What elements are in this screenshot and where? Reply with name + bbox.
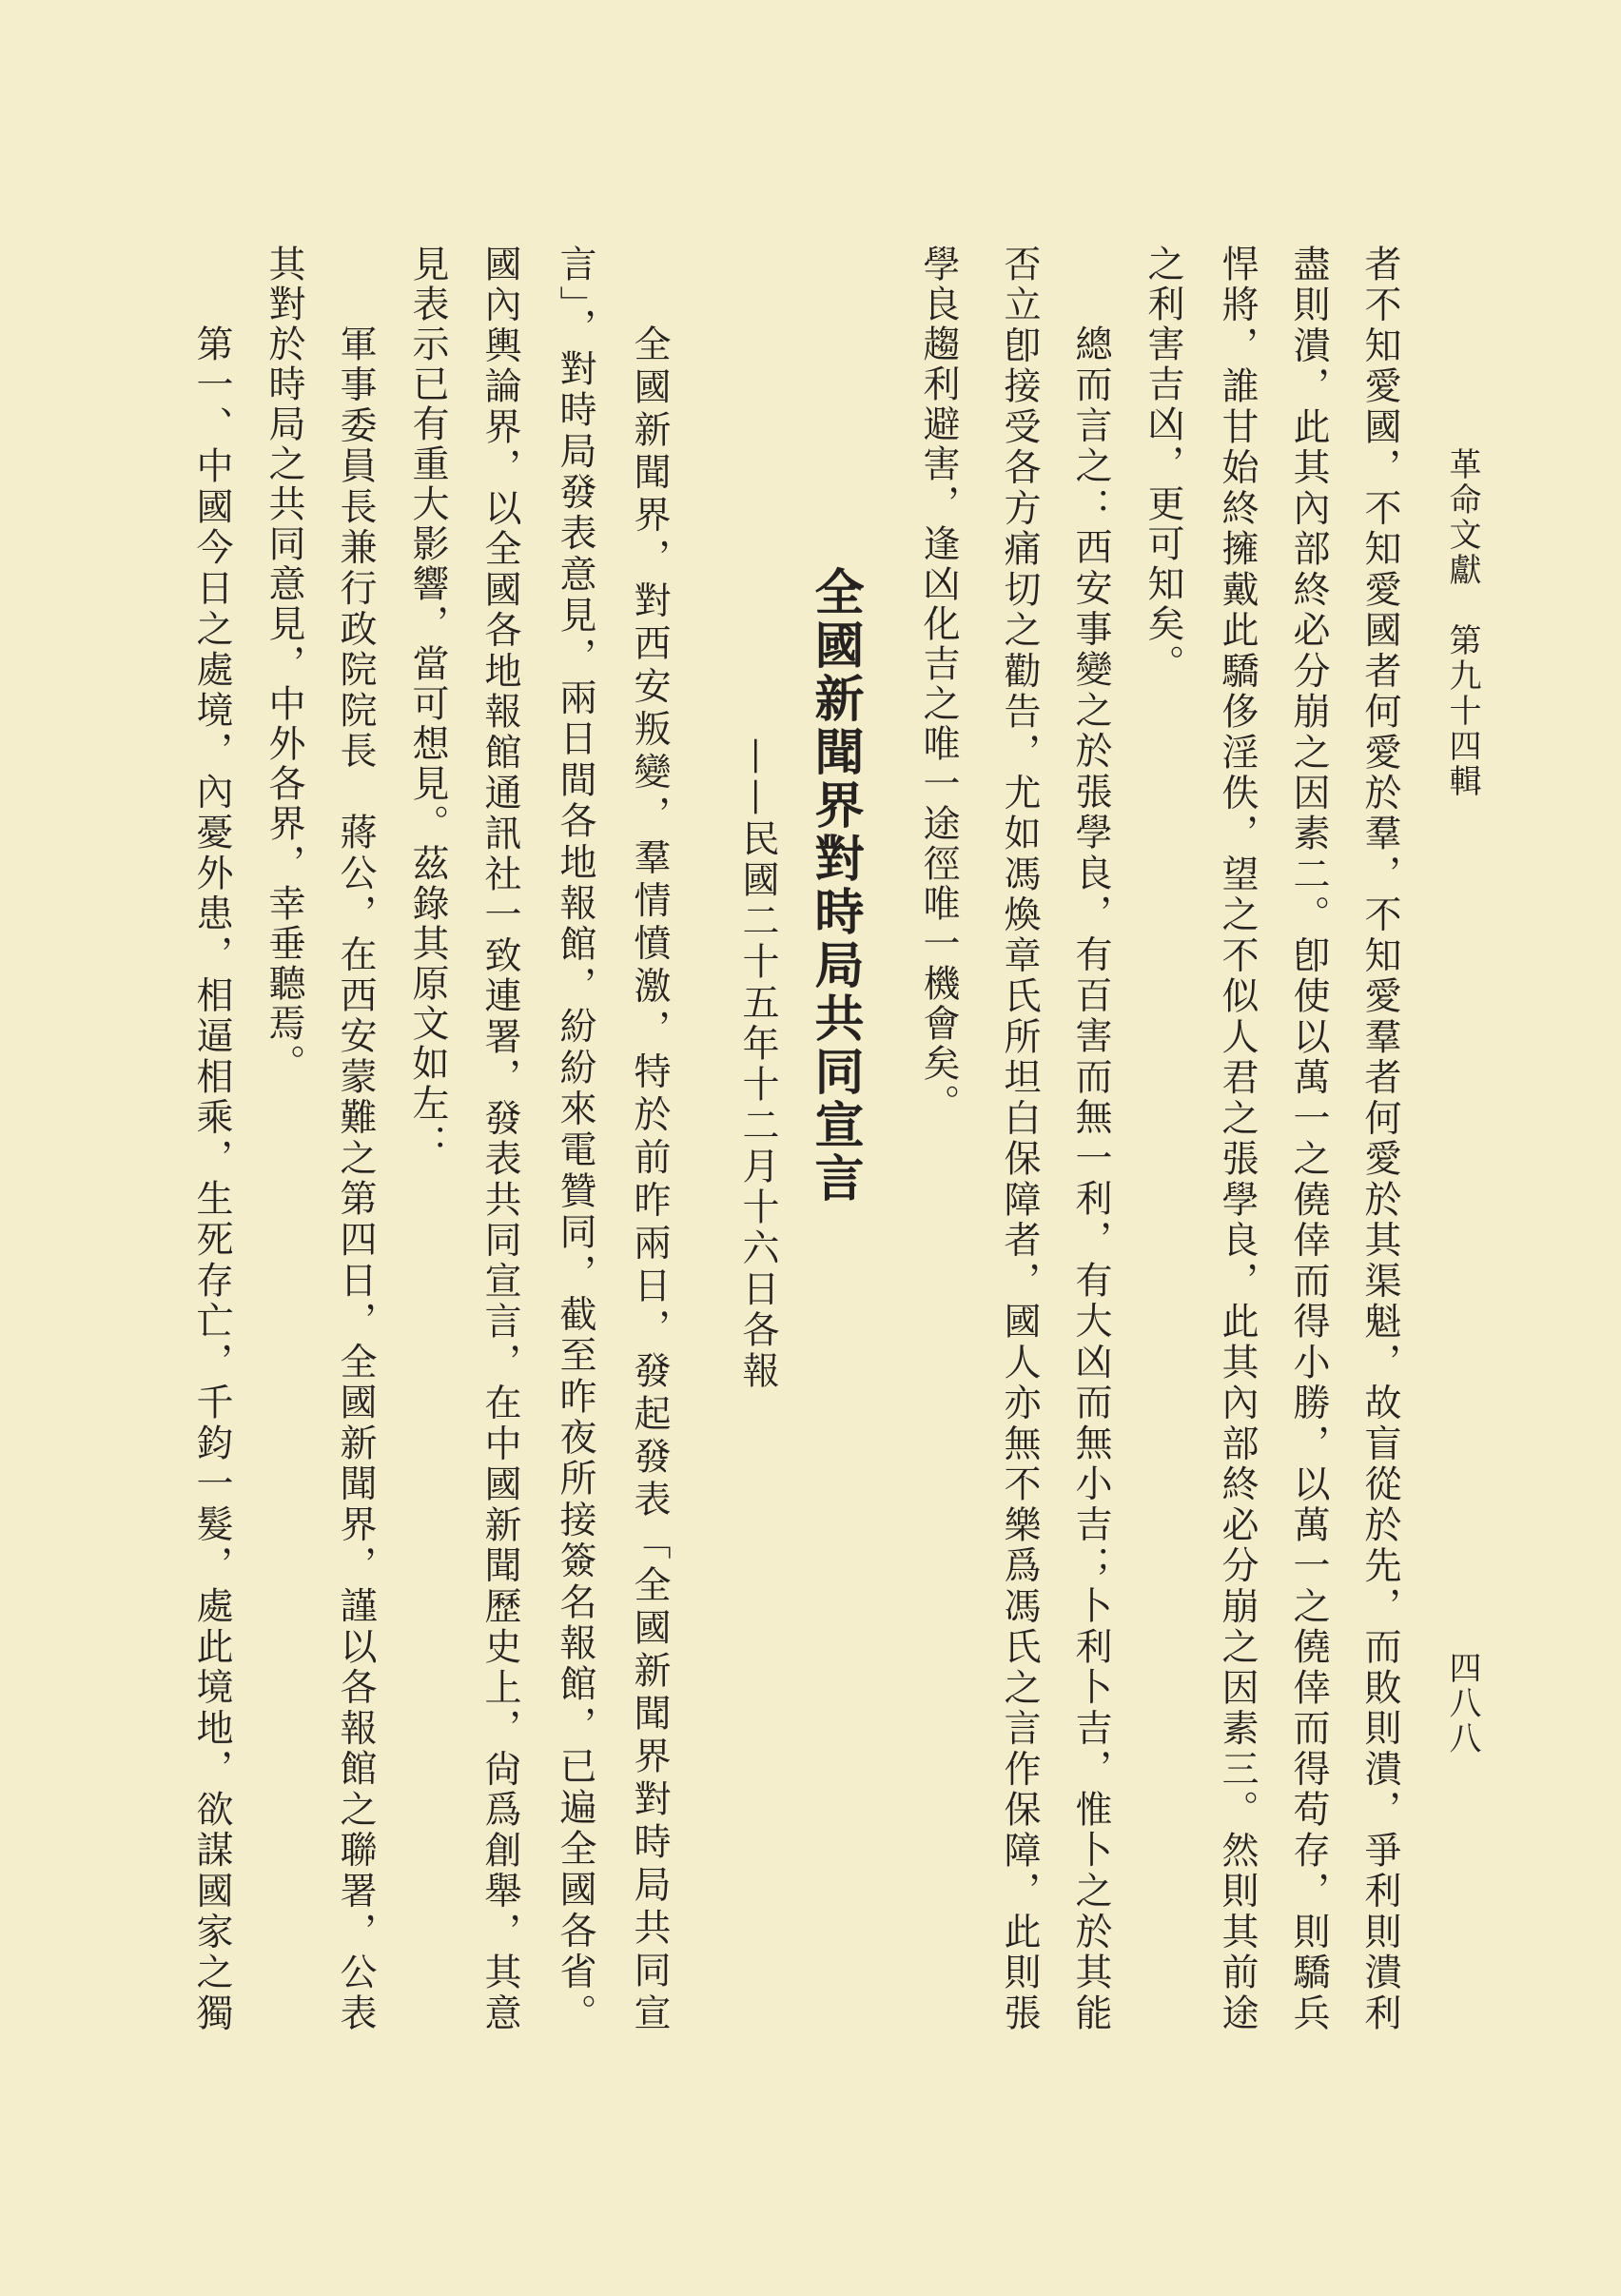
text-column: 者不知愛國，不知愛國者何愛於羣，不知愛羣者何愛於其渠魁，故盲從於先，而敗則潰，爭利則潰利 [1358,245,1401,2033]
text-column: 國內輿論界，以全國各地報館通訊社一致連署，發表共同宣言，在中國新聞歷史上，尙爲創舉，其意 [478,245,521,2033]
text-column: 盡則潰，此其內部終必分崩之因素二。卽使以萬一之僥倖而得小勝，以萬一之僥倖而得苟存，則驕兵 [1287,245,1330,2033]
article-subtitle: ——民國二十五年十二月十六日各報 [736,737,779,1392]
text-column: 悍將，誰甘始終擁戴此驕侈淫佚，望之不似人君之張學良，此其內部終必分崩之因素三。然則其前途 [1216,245,1259,2033]
text-column: 見表示已有重大影響，當可想見。茲錄其原文如左： [406,245,449,1164]
paragraph-start-column: 總而言之：西安事變之於張學良，有百害而無一利，有大凶而無小吉；卜利卜吉，惟卜之於其能 [1069,324,1112,2033]
page-number: 四八八 [1443,1651,1481,1756]
text-column: 學良趨利避害，逢凶化吉之唯一途徑唯一機會矣。 [917,245,960,1124]
paragraph-start-column: 軍事委員長兼行政院院長 蔣公，在西安蒙難之第四日，全國新聞界，謹以各報館之聯署，公表 [334,324,377,2033]
paragraph-start-column: 第一、中國今日之處境，內憂外患，相逼相乘，生死存亡，千鈞一髮，處此境地，欲謀國家之獨 [190,324,233,2033]
running-header: 革命文獻 第九十四輯 [1443,447,1481,799]
text-column: 之利害吉凶，更可知矣。 [1142,245,1184,684]
text-column: 否立卽接受各方痛切之勸告，尤如馮煥章氏所坦白保障者，國人亦無不樂爲馮氏之言作保障，此則張 [998,245,1041,2033]
text-column: 言」，對時局發表意見，兩日間各地報館，紛紛來電贊同，截至昨夜所接簽名報館，已遍全國各省。 [554,245,596,2033]
paragraph-start-column: 全國新聞界，對西安叛變，羣情憤激，特於前昨兩日，發起發表「全國新聞界對時局共同宣 [628,324,671,2033]
article-title: 全國新聞界對時局共同宣言 [806,566,864,1206]
text-column: 其對於時局之共同意見，中外各界，幸垂聽焉。 [263,245,305,1084]
